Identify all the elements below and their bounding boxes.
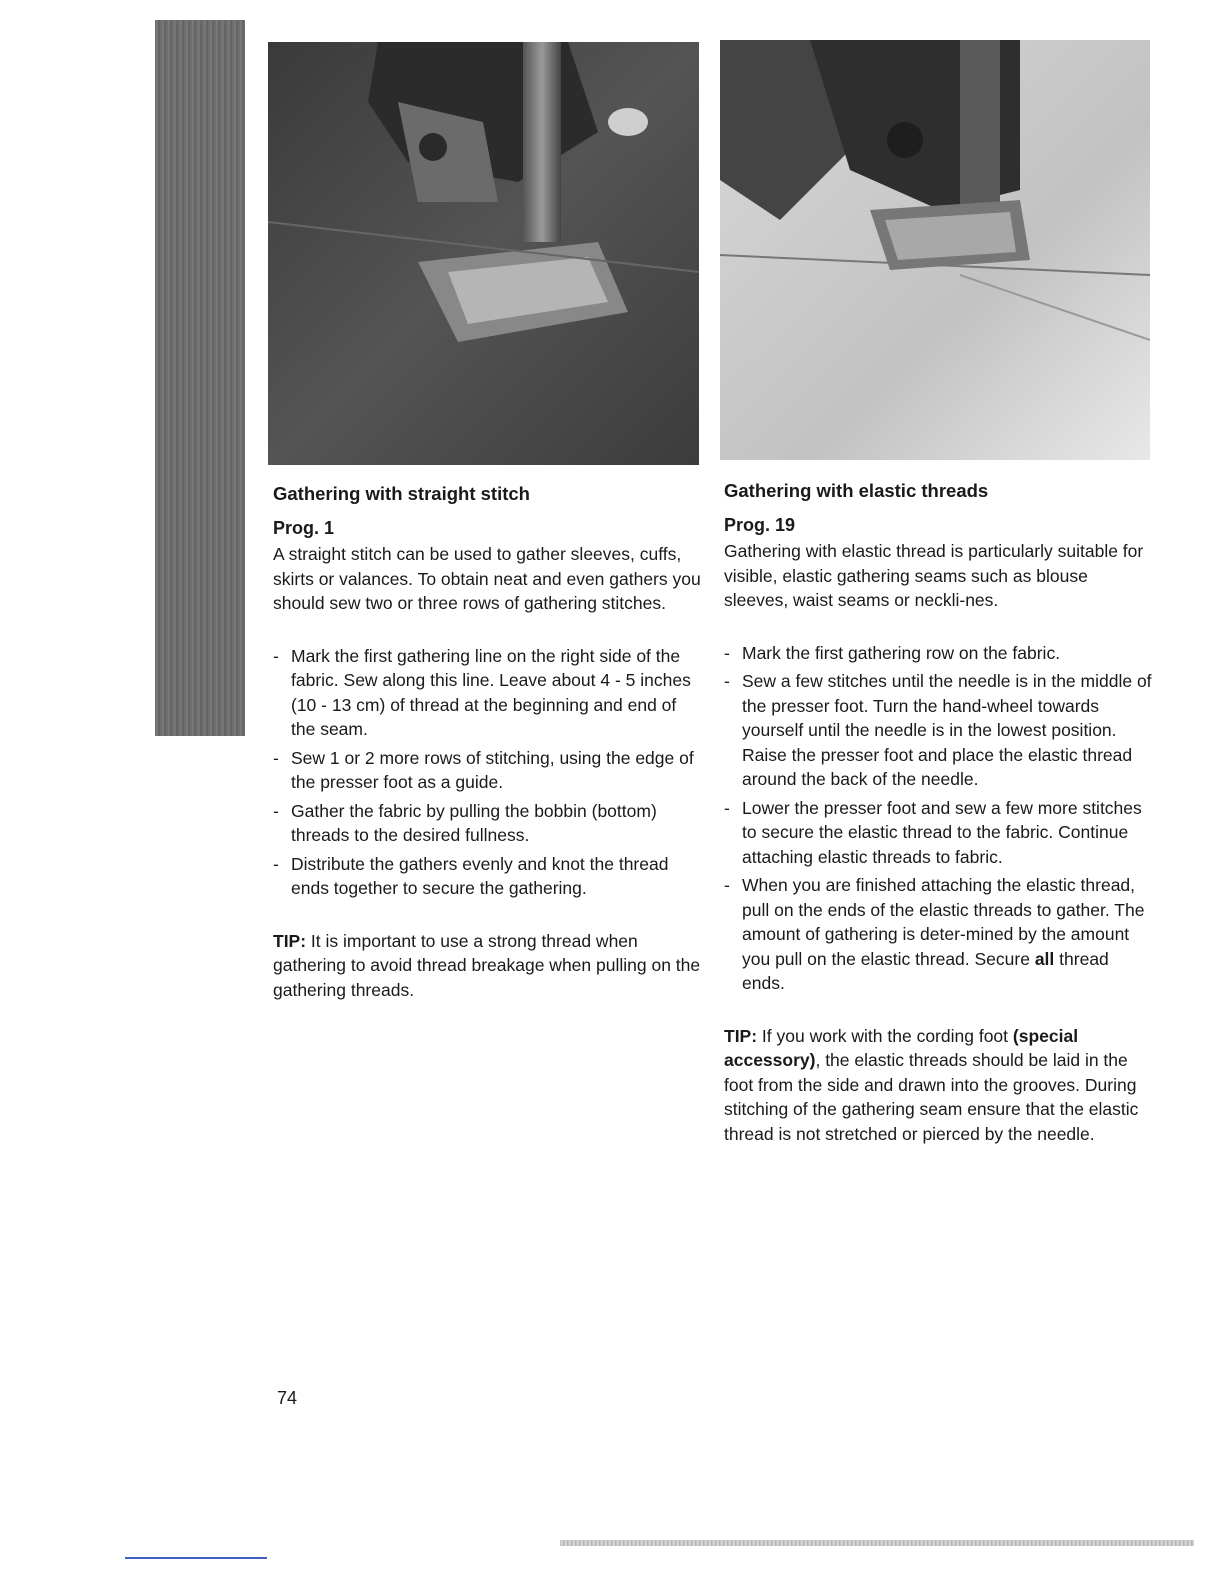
left-steps-b [273, 746, 705, 901]
list-item: - Mark the first gathering line on the right side of the fabric. Sew along this line. Leave about 4 - 5 inches (10 - 13 cm) of thread at the beginning and end of the seam. [273, 644, 705, 742]
footer-rule [560, 1540, 1194, 1546]
last-step-text: When you are finished attaching the elastic thread, pull on the ends of the elastic threads to gather. The amount of gathering is deter-mined by the amount you pull on the elastic thread. Secure [742, 875, 1145, 969]
last-step-end: thread ends. [742, 948, 1109, 993]
presser-foot-dark-fabric-photo [268, 42, 699, 465]
right-intro: Gathering with elastic thread is particularly suitable for visible, elastic gathering seams such as blouse sleeves, waist seams or neckli-nes. [724, 541, 1144, 610]
list-item: - Distribute the gathers evenly and knot the thread ends together to secure the gathering. [273, 852, 705, 901]
tip-label: TIP: [273, 930, 307, 951]
right-column [724, 479, 1156, 1146]
list-item: - Sew a few stitches until the needle is in the middle of the presser foot. Turn the hand-wheel towards yourself until the needle is in the lowest position. Raise the presser foot and place the elastic thread around the back of the needle. [724, 669, 1156, 792]
last-step-bold: all [1034, 948, 1055, 969]
tip-text-end: , the elastic threads should be laid in the foot from the side and drawn into the grooves. During stitching of the gathering seam ensure that the elastic thread is not stretched or pierced by the needle. [724, 1050, 1139, 1144]
list-item: - Gather the fabric by pulling the bobbin (bottom) threads to the desired fullness. [273, 799, 705, 848]
tip-bold: (special accessory) [724, 1025, 1079, 1070]
right-prog-label: Prog. 19 [724, 515, 796, 535]
left-tip [273, 929, 705, 1003]
right-heading: Gathering with elastic threads [724, 480, 989, 501]
tip-text: If you work with the cording foot [757, 1025, 1013, 1046]
left-column [273, 482, 705, 1002]
left-prog-label: Prog. 1 [273, 518, 335, 538]
left-steps-a [273, 644, 705, 742]
presser-foot-light-fabric-photo [720, 40, 1150, 460]
list-item: - Mark the first gathering row on the fabric. [724, 641, 1156, 666]
side-gray-bar [155, 20, 245, 736]
tip-text: It is important to use a strong thread when gathering to avoid thread breakage when pulling on the gathering threads. [273, 930, 701, 1000]
right-steps [724, 641, 1156, 996]
tip-label: TIP: [724, 1025, 758, 1046]
left-heading: Gathering with straight stitch [273, 483, 530, 504]
list-item [724, 873, 1156, 996]
page-number: 74 [277, 1388, 298, 1408]
footer-link-line [125, 1557, 267, 1559]
left-intro: A straight stitch can be used to gather sleeves, cuffs, skirts or valances. To obtain neat and even gathers you should sew two or three rows of gathering stitches. [273, 544, 701, 613]
list-item: - Lower the presser foot and sew a few more stitches to secure the elastic thread to the fabric. Continue attaching elastic threads to fabric. [724, 796, 1156, 870]
list-item: - Sew 1 or 2 more rows of stitching, using the edge of the presser foot as a guide. [273, 746, 705, 795]
right-tip [724, 1024, 1156, 1147]
